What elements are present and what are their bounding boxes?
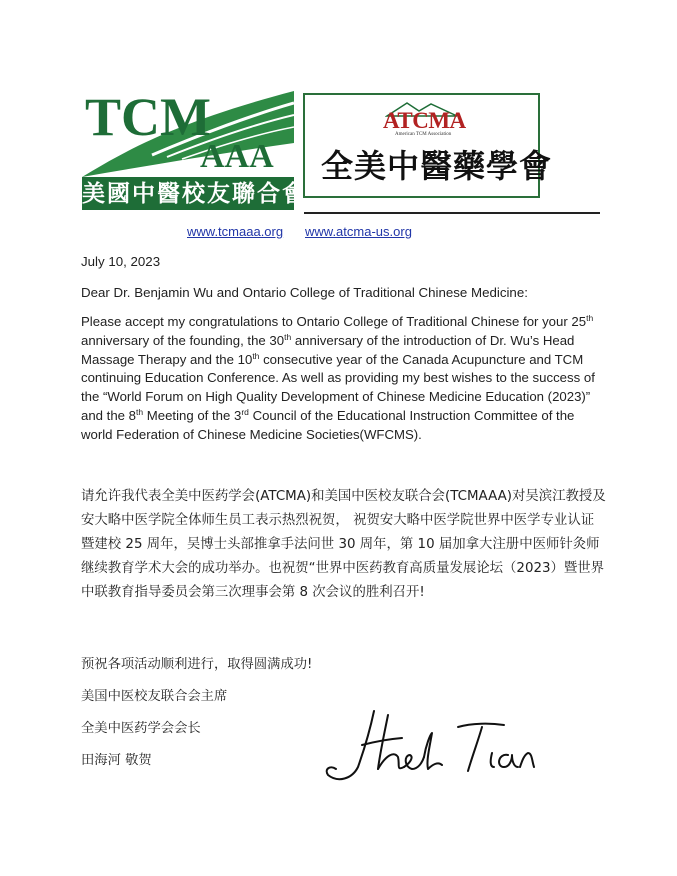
en-sup-4: th: [136, 406, 144, 417]
en-part-6: Council of the Educational Instruction Committee of the world Federation of Chinese Medicine Societies(WFCMS).: [81, 407, 575, 442]
link-atcma[interactable]: www.atcma-us.org: [305, 224, 412, 239]
en-part-4: consecutive year of the Canada Acupuncture and TCM continuing Education Conference. As well as providing my best wishes to the success of the “World Forum on High Quality Development of Chinese Medicine Education (2023)” and the 8: [81, 351, 595, 423]
letter-date: July 10, 2023: [81, 254, 161, 269]
en-sup-5: rd: [241, 406, 249, 417]
english-paragraph: [81, 313, 601, 445]
signoff: 田海河 敬贺: [81, 753, 152, 768]
chinese-paragraph: 请允许我代表全美中医药学会(ATCMA)和美国中医校友联合会(TCMAAA)对吴滨江教授及安大略中医学院全体师生员工表示热烈祝贺， 祝贺安大略中医学院世界中医学专业认证暨建校 25 周年，吴博士头部推拿手法问世 30 周年，第 10 届加拿大注册中医师针灸师继续教育学术大会的成功举办。也祝贺“世界中医药教育高质量发展论坛（2023）暨世界中联教育指导委员会第三次理事会第 8 次会议的胜利召开!: [81, 489, 606, 600]
atcma-chinese-name: 全美中醫藥學會: [321, 147, 553, 185]
tcmaaa-logo: [82, 83, 307, 210]
closing-wish: 预祝各项活动顺利进行，取得圆满成功!: [81, 657, 313, 672]
signer-title-1: 美国中医校友联合会主席: [81, 689, 228, 704]
atcma-acronym: ATCMA: [383, 108, 466, 133]
en-part-3: anniversary of the introduction of Dr. Wu’s Head Massage Therapy and the 10: [81, 332, 575, 367]
en-sup-2: th: [284, 331, 292, 342]
tcm-text: TCM: [85, 87, 211, 147]
en-sup-1: th: [586, 313, 594, 323]
link-tcmaaa[interactable]: www.tcmaaa.org: [187, 224, 284, 239]
header-divider: [304, 212, 600, 214]
atcma-subtitle: American TCM Association: [395, 132, 452, 137]
en-part-2: anniversary of the founding, the 30: [81, 332, 285, 348]
handwritten-signature: [322, 705, 540, 785]
tcmaaa-logo-graphic: [82, 83, 294, 179]
tcmaaa-chinese-name: 美國中醫校友聯合會: [82, 177, 294, 210]
atcma-logo: [303, 93, 553, 198]
aaa-text: AAA: [200, 138, 274, 175]
en-sup-3: th: [252, 350, 260, 361]
en-part-1: Please accept my congratulations to Ontario College of Traditional Chinese for your 25: [81, 314, 587, 329]
en-part-5: Meeting of the 3: [143, 407, 242, 423]
letter-salutation: Dear Dr. Benjamin Wu and Ontario College of Traditional Chinese Medicine:: [81, 285, 528, 300]
signer-title-2: 全美中医药学会会长: [81, 721, 201, 736]
